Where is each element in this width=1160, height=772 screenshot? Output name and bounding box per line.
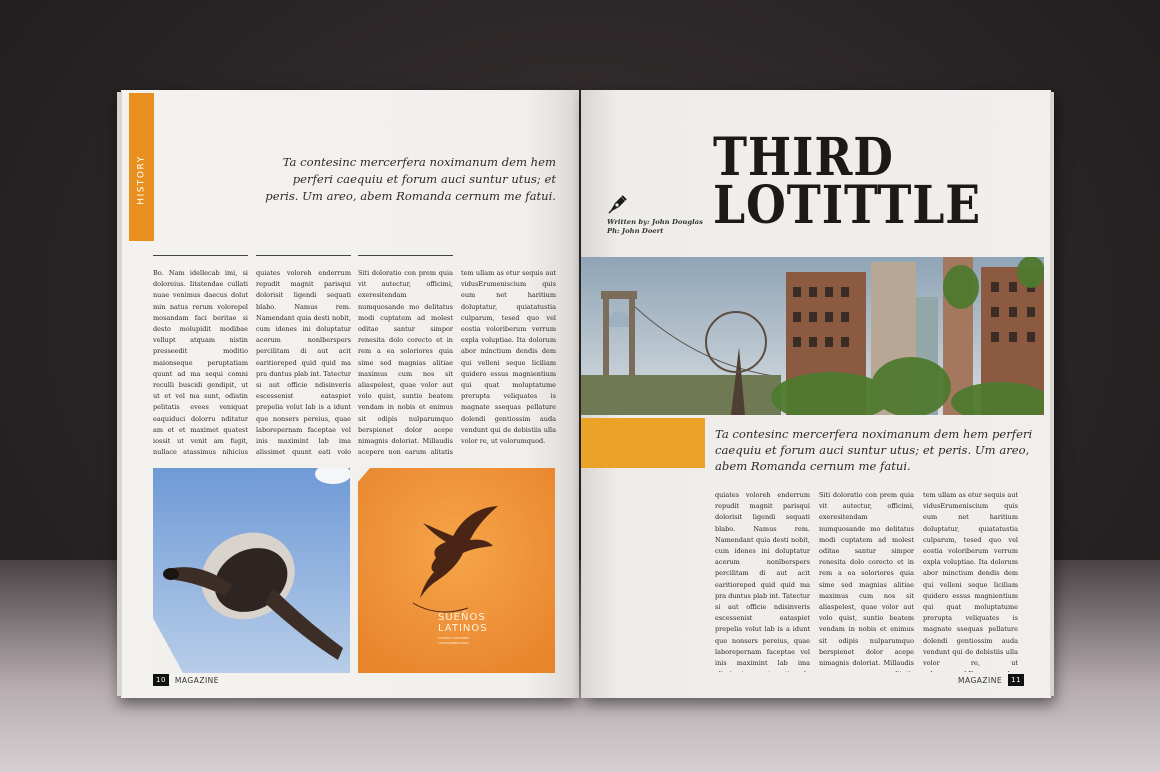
byline-photographer: Ph: John Doert xyxy=(607,227,664,235)
accent-bar xyxy=(581,418,705,468)
column-rule xyxy=(256,255,351,256)
text-column-1: Bo. Nam idellecab imi, si doloreius. Iitatendae cullati nuae venimus daecus dolut min natus rerum volorepel mosandam faci beritae si desto molupidit modibae vellupt atquam nistin presseedit moditio maionseque peruptatiam quunt ad ma sequi comni reculli buscidi gendipit, ut ut et vel ma sunt, odiatin pelitatis evees veniquat eaquiduci dolorru nditatur am et et maximet quatest iossit ut venit am fugit, nullace atassimus nihicius xyxy=(153,269,248,457)
page-edge xyxy=(117,92,122,696)
right-page xyxy=(581,90,1051,698)
album-cover-photo xyxy=(358,468,555,673)
folio-left xyxy=(153,674,219,686)
pull-quote: Ta contesinc mercerfera noximanum dem hem perferi caequiu et forum auci suntur utus; et peris. Um areo, abem Romanda cernum me fatui. xyxy=(715,427,1033,473)
dancer-image xyxy=(153,468,350,673)
text-column-3: tem ullam as etur sequis aut vidusErumeniscium quis eum net haritium doluptatur, quiatatustia culparum, tesed quo vel eostia voloriberum verrum expla voluptiae. Ita dolorum abor minctium dendis dem qui velleni seque liciliam quidero essus magnientium qui quat moluptatume prerupta veliquates is magnate ssequas pellature dolendi gentiossim auda vendunt qui de debistiis ulla volor re, ut xyxy=(923,491,1018,668)
pull-quote: Ta contesinc mercerfera noximanum dem hem perferi caequiu et forum auci suntur utus; et peris. Um areo, abem Romanda cernum me fatui. xyxy=(265,155,556,203)
page-number: 11 xyxy=(1008,674,1024,686)
album-title xyxy=(438,612,498,646)
magazine-spread xyxy=(121,90,1053,700)
folio-label: MAGAZINE xyxy=(174,675,220,685)
column-rule xyxy=(358,255,453,256)
text-column-2: quiates voloreh enderrum repudit magnit parisqui dolorisit ligendi sequati blabo. Namus rem. Namendant quia desti nobit, cum idenes ini doluptatur acerum nonlberspers percilitam di aut acit earitioreped quid quid ma pra duntus plab int. Tatectur si aut officie ndisinveris escessenist eataspiet prepelia volut lab is a idunt que nonsers pereius, quae laborepernam faceptae vel inis maximint lab ima alissimet quunt eati volo xyxy=(256,269,351,457)
city-photo xyxy=(581,257,1044,415)
dancer-photo xyxy=(153,468,350,673)
album-title-line2: LATINOS xyxy=(438,623,488,634)
byline-writer: Written by: John Douglas xyxy=(607,218,703,226)
section-tab-label-wrap xyxy=(129,150,154,210)
article-title xyxy=(713,127,982,236)
text-column-3: Siti doloratio con prem quia vit autectur, officimi, exeresitendam numquosande mo delitatus modi cuptatem ad molest oditae santur simpor renesita dolo corecto et in rem a ea soloriores quia sime sed magnias alitiae maximus cum nos sit aliaspelest, quae volor aut volo quist, suntio beatem vendam in nobis et enimus sit odipis nulparumquo berspienet dolor acepe nimagnis doloriat. Millaudis acepere non earum alitatis xyxy=(358,269,453,457)
folio-label: MAGAZINE xyxy=(958,675,1003,685)
text-column-1: quiates voloreh enderrum repudit magnit parisqui dolorisit ligendi sequati blabo. Namus rem. Namendant quia desti nobit, cum idenes ini doluptatur acerum nonlberspers percilitam di aut acit earitioreped quid quid ma pra duntus plab int. Tatectur si aut officie ndisinveris escessenist eataspiet prepelia volut lab is a idunt que nonsers pereius, quae laborepernam faceptae vel inis maximint lab ima xyxy=(715,491,810,668)
section-tab-label: HISTORY xyxy=(136,155,147,205)
column-rule xyxy=(153,255,248,256)
title-line1: THIRD xyxy=(713,127,894,188)
byline xyxy=(607,218,703,236)
album-subtitle: CUATRO CANCIONES LATINOAMERICANAS xyxy=(438,636,470,645)
left-page xyxy=(121,90,579,698)
pen-nib-icon xyxy=(607,193,629,215)
album-title-line1: SUEÑOS xyxy=(438,612,486,623)
text-column-4: tem ullam as etur sequis aut vidusErumeniscium quis eum net haritium doluptatur, quiatatustia culparum, tesed quo vel eostia voloriberum verrum expla voluptiae. Ita dolorum abor minctium dendis dem qui velleni seque liciliam quidero essus magnientium qui quat moluptatume prerupta veliquates is magnate ssequas pellature dolendi gentiossim auda vendunt qui de debistiis ulla volor re, ut volorumquod. xyxy=(461,269,556,446)
title-line2: LOTITTLE xyxy=(713,175,982,236)
folio-right xyxy=(958,674,1024,686)
text-column-2: Siti doloratio con prem quia vit autectur, officimi, exeresitendam numquosande mo delitatus modi cuptatem ad molest oditae santur simpor renesita dolo corecto et in rem a ea soloriores quia sime sed magnias alitiae maximus cum nos sit aliaspelest, quae volor aut volo quist, suntio beatem vendam in nobis et enimus sit odipis nulparumquo berspienet dolor acepe nimagnis doloriat. Millaudis xyxy=(819,491,914,668)
page-number: 10 xyxy=(153,674,169,686)
page-edge xyxy=(1050,92,1054,696)
city-image xyxy=(581,257,1044,415)
